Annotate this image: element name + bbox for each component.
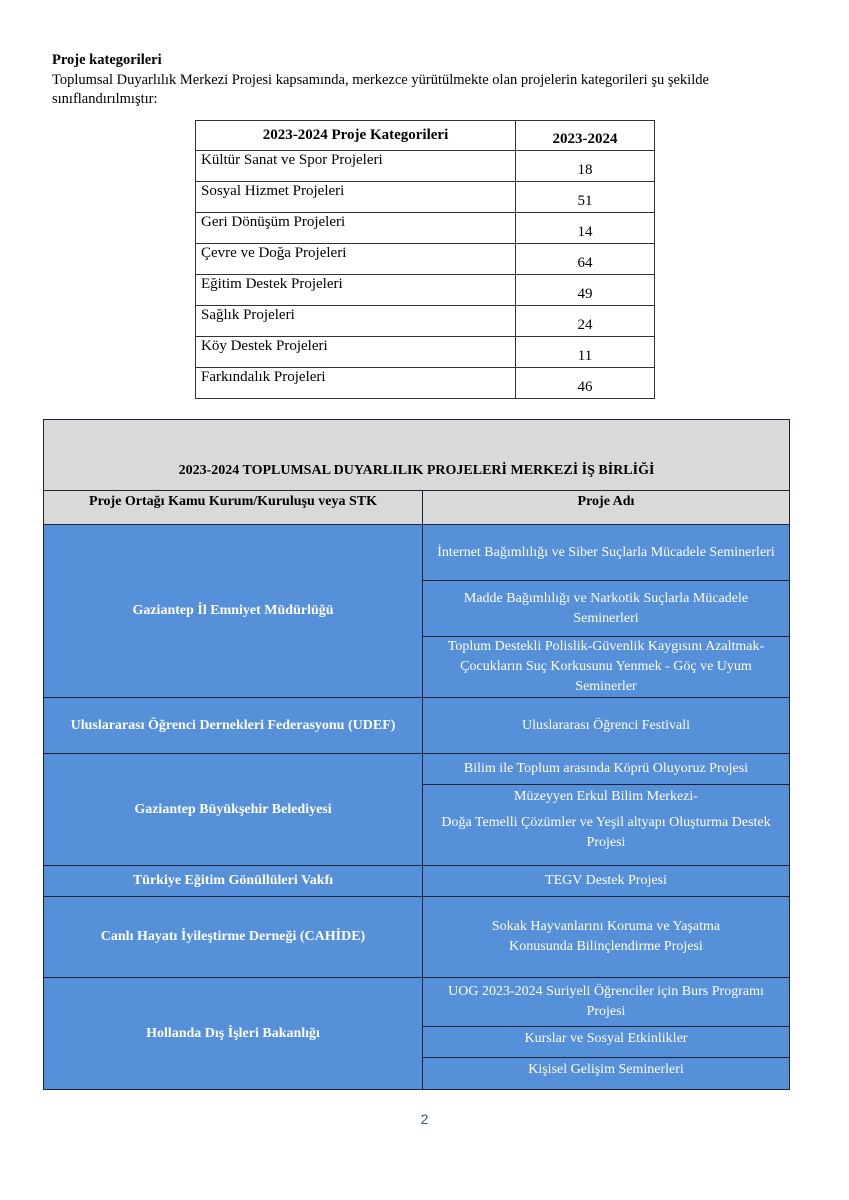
category-name: Geri Dönüşüm Projeleri [196, 213, 516, 244]
project-name: Uluslararası Öğrenci Festivali [423, 698, 790, 754]
category-name: Kültür Sanat ve Spor Projeleri [196, 151, 516, 182]
partner-name: Canlı Hayatı İyileştirme Derneği (CAHİDE) [44, 897, 423, 978]
partner-name: Gaziantep İl Emniyet Müdürlüğü [44, 525, 423, 698]
header-category: 2023-2024 Proje Kategorileri [196, 121, 516, 151]
table-row [44, 698, 790, 754]
project-name: UOG 2023-2024 Suriyeli Öğrenciler için Burs Programı Projesi [423, 978, 790, 1027]
header-partner: Proje Ortağı Kamu Kurum/Kuruluşu veya STK [44, 491, 423, 525]
project-categories-table [195, 120, 655, 399]
table-row [44, 897, 790, 978]
table-header-row [196, 121, 655, 151]
cooperation-header-row [44, 491, 790, 525]
page-number: 2 [420, 1111, 429, 1127]
project-name-group [423, 785, 790, 866]
category-count: 51 [516, 182, 655, 213]
category-name: Sağlık Projeleri [196, 306, 516, 337]
project-name: Madde Bağımlılığı ve Narkotik Suçlarla Mücadele Seminerleri [423, 581, 790, 637]
partner-name: Gaziantep Büyükşehir Belediyesi [44, 754, 423, 866]
category-count: 14 [516, 213, 655, 244]
project-name: Kişisel Gelişim Seminerleri [423, 1058, 790, 1090]
category-name: Çevre ve Doğa Projeleri [196, 244, 516, 275]
partner-name: Türkiye Eğitim Gönüllüleri Vakfı [44, 866, 423, 897]
table-row [44, 525, 790, 581]
category-count: 49 [516, 275, 655, 306]
cooperation-table-title: 2023-2024 TOPLUMSAL DUYARLILIK PROJELERİ MERKEZİ İŞ BİRLİĞİ [44, 420, 790, 491]
category-count: 11 [516, 337, 655, 368]
table-row [196, 151, 655, 182]
table-row [196, 368, 655, 399]
project-name: Bilim ile Toplum arasında Köprü Oluyoruz Projesi [423, 754, 790, 785]
project-name: İnternet Bağımlılığı ve Siber Suçlarla Mücadele Seminerleri [423, 525, 790, 581]
cooperation-title-row [44, 420, 790, 491]
partner-name: Uluslararası Öğrenci Dernekleri Federasyonu (UDEF) [44, 698, 423, 754]
table-row [44, 866, 790, 897]
cooperation-table [43, 419, 790, 1090]
project-name: Müzeyyen Erkul Bilim Merkezi- [514, 789, 698, 804]
project-name: Doğa Temelli Çözümler ve Yeşil altyapı Oluşturma Destek Projesi [441, 815, 771, 850]
partner-name: Hollanda Dış İşleri Bakanlığı [44, 978, 423, 1090]
category-count: 18 [516, 151, 655, 182]
header-project-name: Proje Adı [423, 491, 790, 525]
project-name: Toplum Destekli Polislik-Güvenlik Kaygısını Azaltmak- Çocukların Suç Korkusunu Yenmek - Göç ve Uyum Seminerler [423, 637, 790, 698]
section-heading: Proje kategorileri [52, 52, 162, 68]
table-row [196, 337, 655, 368]
category-name: Eğitim Destek Projeleri [196, 275, 516, 306]
project-name: Kurslar ve Sosyal Etkinlikler [423, 1027, 790, 1058]
table-row [196, 244, 655, 275]
project-name: Sokak Hayvanlarını Koruma ve Yaşatma Konusunda Bilinçlendirme Projesi [423, 897, 790, 978]
category-name: Farkındalık Projeleri [196, 368, 516, 399]
header-year: 2023-2024 [516, 121, 655, 151]
table-row [196, 275, 655, 306]
category-count: 24 [516, 306, 655, 337]
table-row [196, 213, 655, 244]
table-row [44, 754, 790, 785]
table-row [196, 182, 655, 213]
project-name: TEGV Destek Projesi [423, 866, 790, 897]
category-name: Sosyal Hizmet Projeleri [196, 182, 516, 213]
table-row [196, 306, 655, 337]
category-count: 64 [516, 244, 655, 275]
intro-paragraph: Toplumsal Duyarlılık Merkezi Projesi kapsamında, merkezce yürütülmekte olan projelerin kategorileri şu şekilde sınıflandırılmıştır: [52, 72, 709, 107]
category-count: 46 [516, 368, 655, 399]
table-row [44, 978, 790, 1027]
category-name: Köy Destek Projeleri [196, 337, 516, 368]
